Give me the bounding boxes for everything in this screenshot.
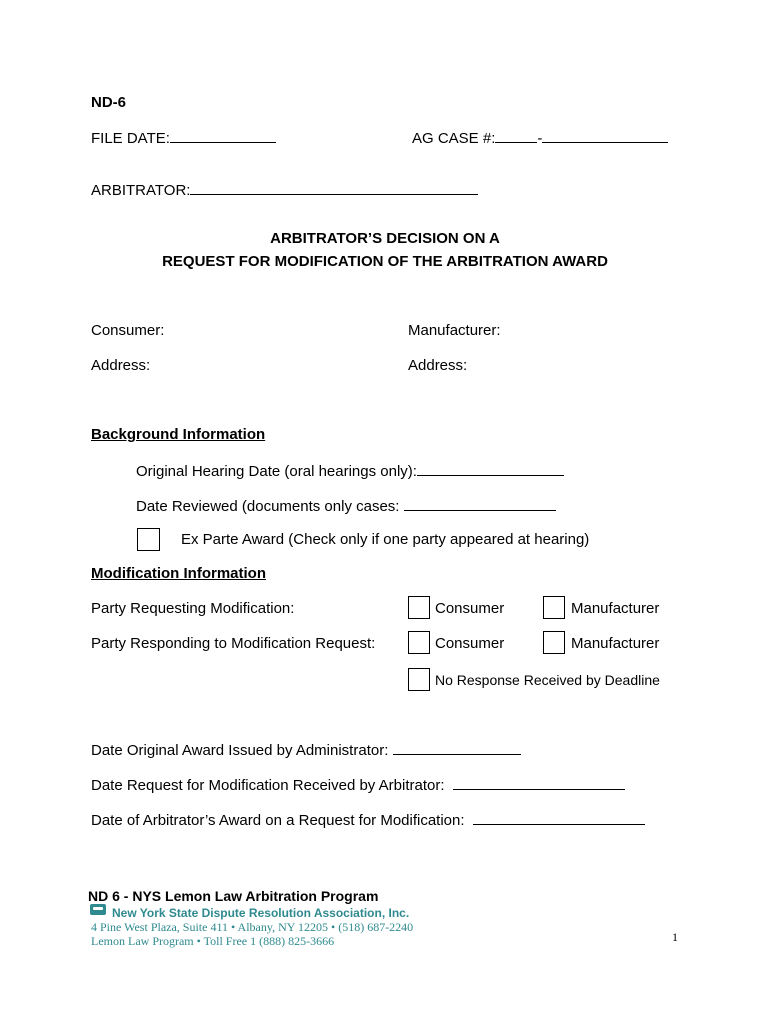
responding-consumer-checkbox[interactable] — [408, 631, 430, 654]
ag-case-row — [412, 128, 668, 147]
background-heading: Background Information — [91, 426, 266, 443]
request-received-date-field[interactable] — [453, 775, 625, 790]
request-received-date-label: Date Request for Modification Received by Arbitrator: — [91, 777, 445, 794]
original-award-date-field[interactable] — [393, 740, 521, 755]
request-received-date-row — [91, 775, 625, 794]
arbitrator-award-date-row — [91, 810, 645, 829]
no-response-checkbox[interactable] — [408, 668, 430, 691]
footer-organization: New York State Dispute Resolution Association, Inc. — [112, 906, 410, 920]
hearing-date-row — [136, 461, 564, 480]
file-date-field[interactable] — [170, 128, 276, 143]
ag-case-field-number[interactable] — [542, 128, 668, 143]
date-reviewed-row — [136, 496, 556, 515]
responding-manufacturer-checkbox[interactable] — [543, 631, 565, 654]
form-code: ND-6 — [91, 94, 127, 111]
responding-consumer-label: Consumer — [435, 635, 505, 652]
file-date-label: FILE DATE: — [91, 130, 170, 147]
hearing-date-label: Original Hearing Date (oral hearings only): — [136, 463, 417, 480]
manufacturer-address-label: Address: — [408, 357, 468, 374]
no-response-label: No Response Received by Deadline — [435, 672, 660, 688]
ex-parte-checkbox[interactable] — [137, 528, 160, 551]
footer-address: 4 Pine West Plaza, Suite 411 • Albany, NY 12205 • (518) 687-2240 — [91, 920, 414, 934]
consumer-label: Consumer: — [91, 322, 165, 339]
document-title-line1: ARBITRATOR’S DECISION ON A — [270, 230, 500, 247]
requesting-manufacturer-checkbox[interactable] — [543, 596, 565, 619]
responding-party-label: Party Responding to Modification Request: — [91, 635, 376, 652]
original-award-date-label: Date Original Award Issued by Administrator: — [91, 742, 389, 759]
arbitrator-label: ARBITRATOR: — [91, 182, 191, 199]
footer-program-title: ND 6 - NYS Lemon Law Arbitration Program — [88, 888, 379, 904]
date-reviewed-label: Date Reviewed (documents only cases: — [136, 498, 400, 515]
footer-phone: Lemon Law Program • Toll Free 1 (888) 825-3666 — [91, 934, 335, 948]
ag-case-separator: - — [537, 130, 543, 147]
hearing-date-field[interactable] — [417, 461, 564, 476]
modification-heading: Modification Information — [91, 565, 266, 582]
arbitrator-field[interactable] — [190, 180, 478, 195]
document-title-line2: REQUEST FOR MODIFICATION OF THE ARBITRATION AWARD — [162, 253, 608, 270]
original-award-date-row — [91, 740, 521, 759]
nysdra-logo-icon — [90, 904, 106, 915]
page-number: 1 — [672, 930, 678, 944]
manufacturer-label: Manufacturer: — [408, 322, 501, 339]
responding-manufacturer-label: Manufacturer — [571, 635, 660, 652]
requesting-party-label: Party Requesting Modification: — [91, 600, 295, 617]
requesting-consumer-label: Consumer — [435, 600, 505, 617]
file-date-row — [91, 128, 276, 147]
ag-case-field-prefix[interactable] — [495, 128, 537, 143]
ex-parte-label: Ex Parte Award (Check only if one party appeared at hearing) — [181, 531, 590, 548]
date-reviewed-field[interactable] — [404, 496, 556, 511]
requesting-manufacturer-label: Manufacturer — [571, 600, 660, 617]
arbitrator-award-date-field[interactable] — [473, 810, 645, 825]
ag-case-label: AG CASE #: — [412, 130, 496, 147]
arbitrator-award-date-label: Date of Arbitrator’s Award on a Request for Modification: — [91, 812, 465, 829]
arbitrator-row — [91, 180, 478, 199]
requesting-consumer-checkbox[interactable] — [408, 596, 430, 619]
consumer-address-label: Address: — [91, 357, 151, 374]
